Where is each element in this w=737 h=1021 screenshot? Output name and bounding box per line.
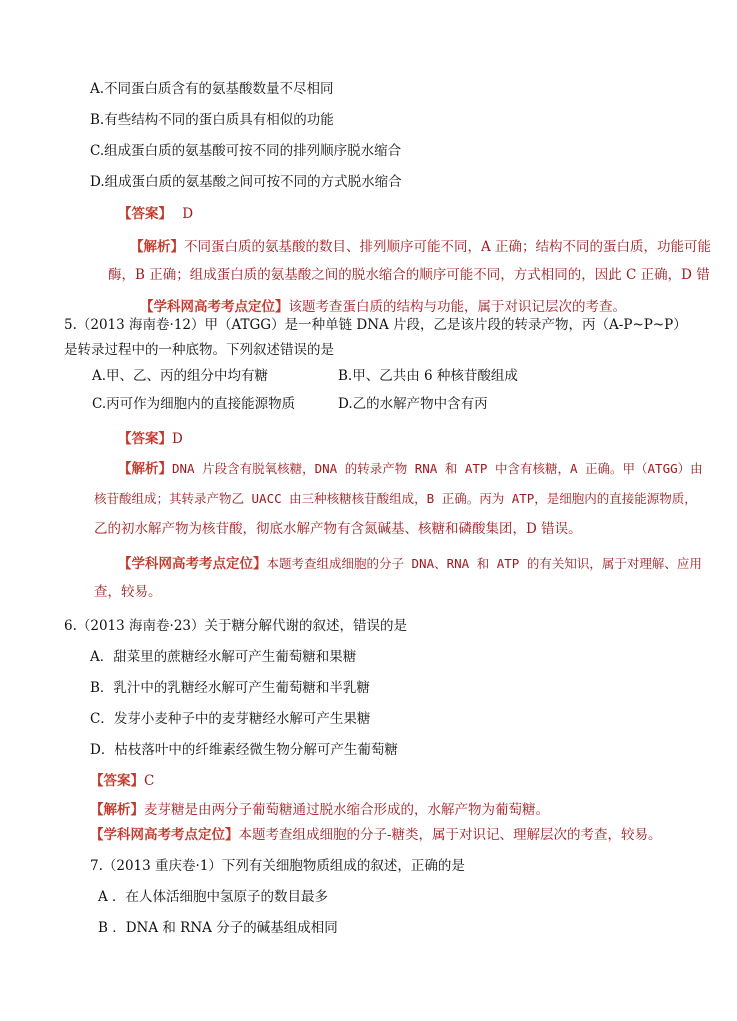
location-tag: 【学科网高考考点定位】: [90, 827, 239, 843]
q4-option-b: B.有些结构不同的蛋白质具有相似的功能: [90, 112, 334, 128]
q6-option-a: A．甜菜里的蔗糖经水解可产生葡萄糖和果糖: [90, 649, 357, 665]
analysis-text: 不同蛋白质的氨基酸的数目、排列顺序可能不同，A 正确；结构不同的蛋白质，功能可能: [184, 239, 712, 255]
location-text: 该题考查蛋白质的结构与功能，属于对识记层次的考查。: [288, 299, 626, 315]
location-text: 本题考查组成细胞的分子-糖类，属于对识记、理解层次的考查，较易。: [238, 827, 662, 843]
q6-location: [90, 826, 662, 844]
q4-location: [140, 298, 626, 316]
q5-analysis-line-1: [118, 460, 703, 478]
q5-location-line-2: 查，较易。: [94, 584, 162, 600]
q6-answer: [90, 772, 154, 790]
q6-analysis: [90, 801, 549, 819]
answer-tag: 【答案】: [118, 206, 172, 222]
q4-option-a: A.不同蛋白质含有的氨基酸数量不尽相同: [90, 81, 334, 97]
answer-value: D: [182, 206, 194, 222]
q4-option-c: C.组成蛋白质的氨基酸可按不同的排列顺序脱水缩合: [90, 143, 402, 159]
q6-stem: 6.（2013 海南卷·23）关于糖分解代谢的叙述，错误的是: [64, 618, 407, 634]
location-tag: 【学科网高考考点定位】: [140, 299, 289, 315]
answer-value: D: [172, 431, 183, 447]
q7-option-b: B ．DNA 和 RNA 分子的碱基组成相同: [98, 920, 338, 936]
analysis-tag: 【解析】: [118, 461, 172, 477]
q5-option-c: C.丙可作为细胞内的直接能源物质: [92, 396, 296, 412]
q4-analysis-line-1: [130, 238, 711, 256]
answer-tag: 【答案】: [90, 773, 144, 789]
q4-analysis-line-2: 酶，B 正确；组成蛋白质的氨基酸之间的脱水缩合的顺序可能不同，方式相同的，因此 C 正确，D 错: [108, 267, 710, 283]
q5-option-b: B.甲、乙共由 6 种核苷酸组成: [338, 368, 518, 384]
location-tag: 【学科网高考考点定位】: [118, 556, 267, 572]
analysis-text: DNA 片段含有脱氧核糖，DNA 的转录产物 RNA 和 ATP 中含有核糖，A 正确。甲（ATGG）由: [172, 461, 703, 476]
q6-option-d: D．枯枝落叶中的纤维素经微生物分解可产生葡萄糖: [90, 742, 398, 758]
q4-answer: [118, 205, 193, 223]
q5-stem-line-2: 是转录过程中的一种底物。下列叙述错误的是: [64, 342, 334, 358]
q5-stem-line-1: 5.（2013 海南卷·12）甲（ATGG）是一种单链 DNA 片段，乙是该片段的转录产物，丙（A-P~P~P）: [64, 317, 687, 333]
answer-tag: 【答案】: [118, 431, 172, 447]
q5-answer: [118, 430, 183, 448]
q5-option-d: D.乙的水解产物中含有丙: [338, 396, 488, 412]
q6-option-c: C．发芽小麦种子中的麦芽糖经水解可产生果糖: [90, 711, 371, 727]
q7-option-a: A ．在人体活细胞中氢原子的数目最多: [98, 889, 329, 905]
q7-stem: 7.（2013 重庆卷·1）下列有关细胞物质组成的叙述，正确的是: [90, 858, 465, 874]
q5-analysis-line-2: 核苷酸组成；其转录产物乙 UACC 由三种核糖核苷酸组成，B 正确。丙为 ATP，是细胞内的直接能源物质，: [94, 491, 697, 506]
analysis-text: 麦芽糖是由两分子葡萄糖通过脱水缩合形成的，水解产物为葡萄糖。: [144, 802, 549, 818]
answer-value: C: [144, 773, 155, 789]
q5-location-line-1: [118, 555, 702, 573]
q6-option-b: B．乳汁中的乳糖经水解可产生葡萄糖和半乳糖: [90, 680, 370, 696]
q4-option-d: D.组成蛋白质的氨基酸之间可按不同的方式脱水缩合: [90, 174, 402, 190]
analysis-tag: 【解析】: [90, 802, 144, 818]
location-text: 本题考查组成细胞的分子 DNA、RNA 和 ATP 的有关知识，属于对理解、应用: [266, 556, 702, 571]
q5-option-a: A.甲、乙、丙的组分中均有糖: [92, 368, 269, 384]
q5-analysis-line-3: 乙的初水解产物为核苷酸，彻底水解产物有含氮碱基、核糖和磷酸集团，D 错误。: [94, 521, 582, 537]
analysis-tag: 【解析】: [130, 239, 184, 255]
